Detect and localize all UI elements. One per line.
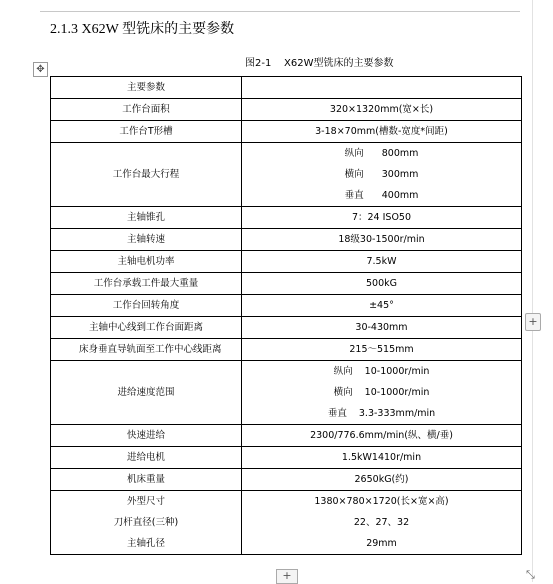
param-value: 7.5kW [242,251,522,273]
param-label: 工作台面积 [51,99,242,121]
param-label: 进给电机 [51,447,242,469]
section-heading: 2.1.3 X62W 型铣床的主要参数 [50,22,235,37]
param-label-line: 刀杆直径(三种) [113,517,179,528]
param-value: 7：24 ISO50 [242,207,522,229]
param-value: 3-18×70mm(槽数-宽度*间距) [242,121,522,143]
param-value: 215～515mm [242,339,522,361]
param-subline: 29mm [366,538,397,549]
param-label: 工作台回转角度 [51,295,242,317]
param-subline: 22、27、32 [353,517,410,528]
param-label: 机床重量 [51,469,242,491]
param-label-line: 主轴孔径 [126,538,165,549]
table-header-cell-empty [242,77,522,99]
param-subline: 横向 300mm [344,169,419,180]
add-column-plus-icon[interactable]: + [276,569,298,584]
param-label-line: 外型尺寸 [126,496,165,507]
move-icon[interactable]: ✥ [33,62,48,77]
page-edge-line [532,0,533,582]
param-value-multiline [242,361,522,425]
table-row [51,229,522,251]
table-row [51,143,522,207]
param-subline: 垂直 400mm [344,190,419,201]
param-label: 床身垂直导轨面至工作中心线距离 [51,339,242,361]
param-label: 主轴电机功率 [51,251,242,273]
table-row [51,295,522,317]
table-row [51,469,522,491]
param-value: 320×1320mm(宽×长) [242,99,522,121]
table-row [51,447,522,469]
table-row [51,317,522,339]
parameters-table [50,76,522,555]
param-subline: 纵向 800mm [344,148,419,159]
table-row [51,425,522,447]
param-label: 快速进给 [51,425,242,447]
param-label: 工作台承载工件最大重量 [51,273,242,295]
param-subline: 横向 10-1000r/min [333,387,430,398]
param-value: 2650kG(约) [242,469,522,491]
table-caption: 图2-1 X62W型铣床的主要参数 [245,58,394,69]
param-label: 工作台最大行程 [51,143,242,207]
param-subline: 纵向 10-1000r/min [333,366,430,377]
table-row [51,339,522,361]
param-value: ±45° [242,295,522,317]
param-label: 进给速度范围 [51,361,242,425]
param-label-multiline [51,491,242,555]
param-value: 2300/776.6mm/min(纵、横/垂) [242,425,522,447]
table-row [51,491,522,555]
param-value-multiline [242,491,522,555]
param-label: 主轴锥孔 [51,207,242,229]
table-row [51,361,522,425]
param-subline: 1380×780×1720(长×宽×高) [314,496,449,507]
param-value: 500kG [242,273,522,295]
page-header-rule [40,11,520,12]
table-header-cell: 主要参数 [51,77,242,99]
param-label: 主轴中心线到工作台面距离 [51,317,242,339]
param-label: 工作台T形槽 [51,121,242,143]
table-row [51,77,522,99]
param-value-multiline [242,143,522,207]
table-row [51,99,522,121]
param-subline: 垂直 3.3-333mm/min [327,408,436,419]
add-row-plus-icon[interactable]: + [525,313,541,331]
table-row [51,251,522,273]
param-label: 主轴转速 [51,229,242,251]
table-resize-icon[interactable]: ⤡ [526,568,535,581]
table-row [51,207,522,229]
param-value: 18级30-1500r/min [242,229,522,251]
table-row [51,273,522,295]
param-value: 1.5kW1410r/min [242,447,522,469]
param-value: 30-430mm [242,317,522,339]
table-row [51,121,522,143]
